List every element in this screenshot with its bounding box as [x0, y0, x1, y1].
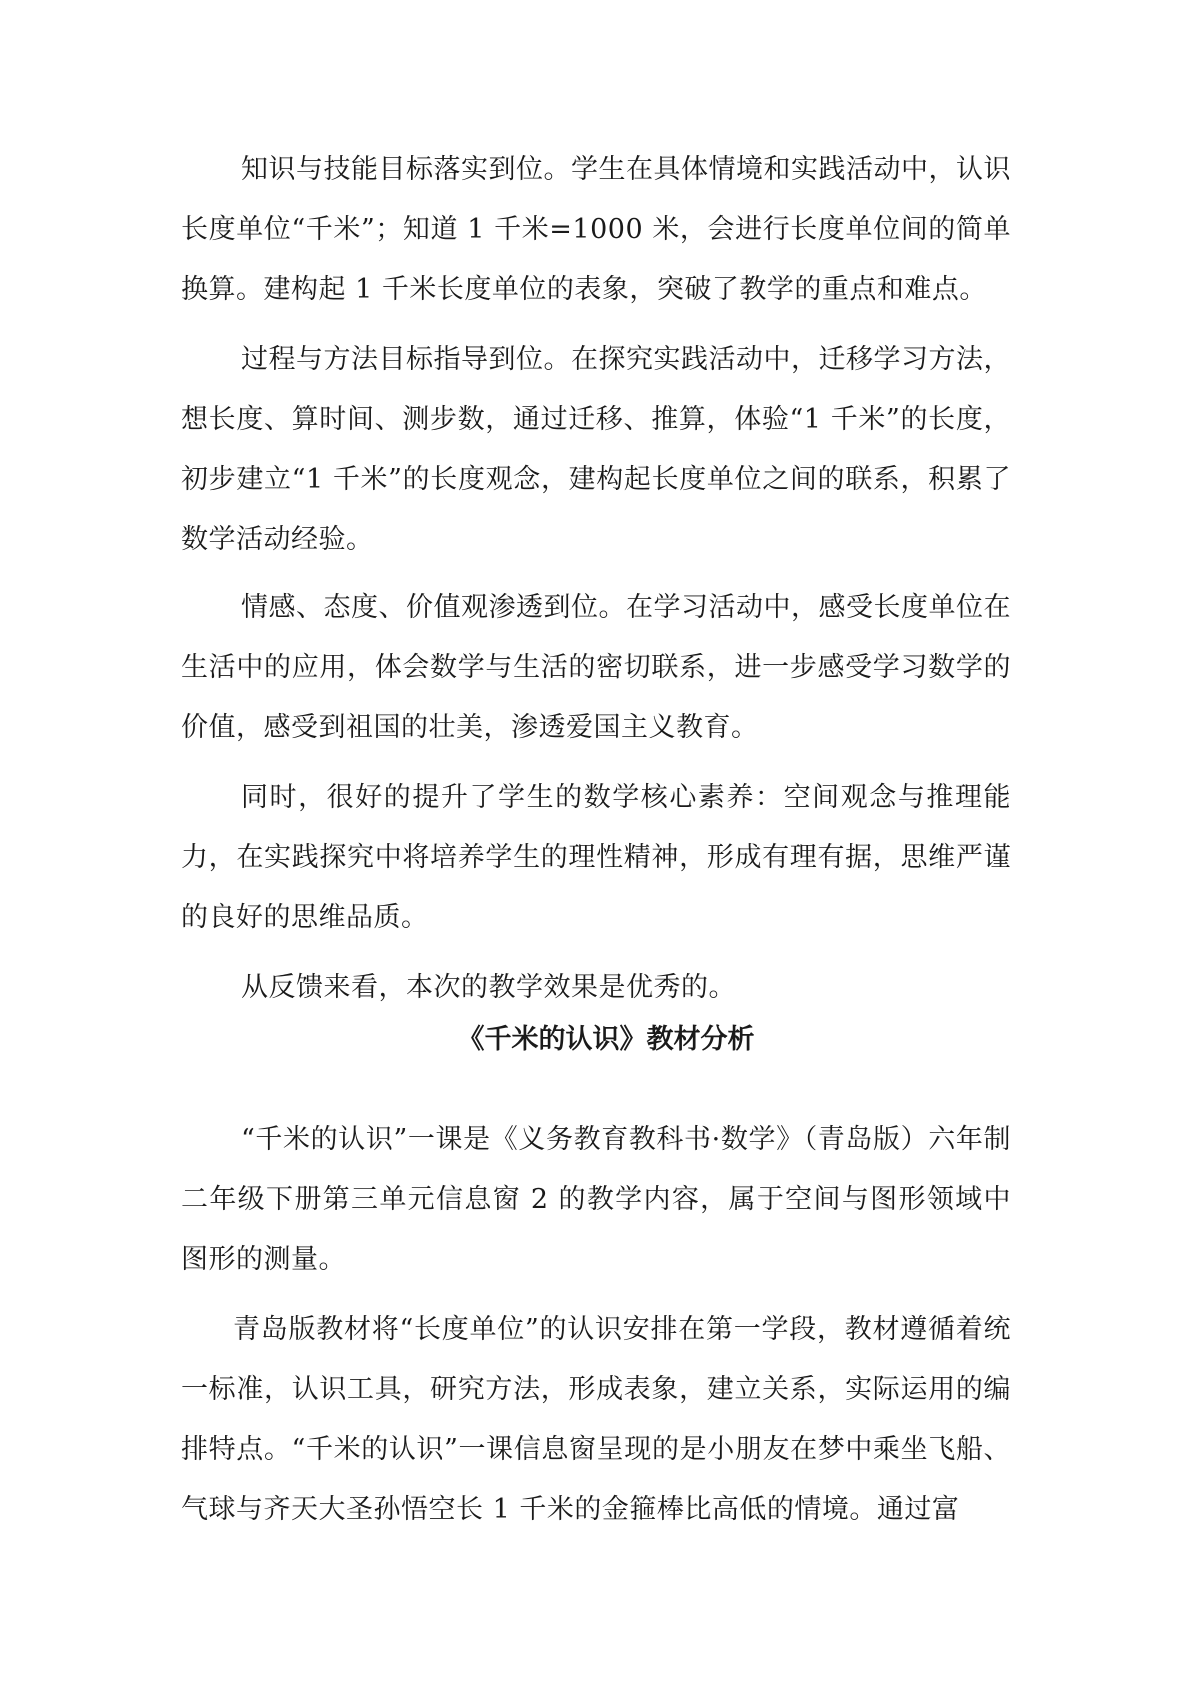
paragraph-textbook-arrangement: 青岛版教材将“长度单位”的认识安排在第一学段，教材遵循着统一标准，认识工具，研究方法，形成表象，建立关系，实际运用的编排特点。“千米的认识”一课信息窗呈现的是小朋友在梦中乘坐飞船、气球与齐天大圣孙悟空长 1 千米的金箍棒比高低的情境。通过富: [181, 1314, 1011, 1525]
paragraph-lesson-intro: “千米的认识”一课是《义务教育教科书·数学》（青岛版）六年制二年级下册第三单元信息窗 2 的教学内容，属于空间与图形领域中图形的测量。: [181, 1124, 1011, 1275]
paragraph-core-literacy: 同时，很好的提升了学生的数学核心素养：空间观念与推理能力，在实践探究中将培养学生的理性精神，形成有理有据，思维严谨的良好的思维品质。: [181, 782, 1011, 933]
paragraph-knowledge-goal: 知识与技能目标落实到位。学生在具体情境和实践活动中，认识长度单位“千米”；知道 1 千米=1000 米，会进行长度单位间的简单换算。建构起 1 千米长度单位的表象，突破了教学的重点和难点。: [181, 154, 1011, 305]
paragraph-feedback: 从反馈来看，本次的教学效果是优秀的。: [241, 972, 736, 1003]
paragraph-emotion-goal: 情感、态度、价值观渗透到位。在学习活动中，感受长度单位在生活中的应用，体会数学与生活的密切联系，进一步感受学习数学的价值，感受到祖国的壮美，渗透爱国主义教育。: [181, 592, 1011, 743]
paragraph-process-goal: 过程与方法目标指导到位。在探究实践活动中，迁移学习方法，想长度、算时间、测步数，通过迁移、推算，体验“1 千米”的长度，初步建立“1 千米”的长度观念，建构起长度单位之间的联系，积累了数学活动经验。: [181, 344, 1011, 555]
section-title: 《千米的认识》教材分析: [457, 1024, 755, 1055]
